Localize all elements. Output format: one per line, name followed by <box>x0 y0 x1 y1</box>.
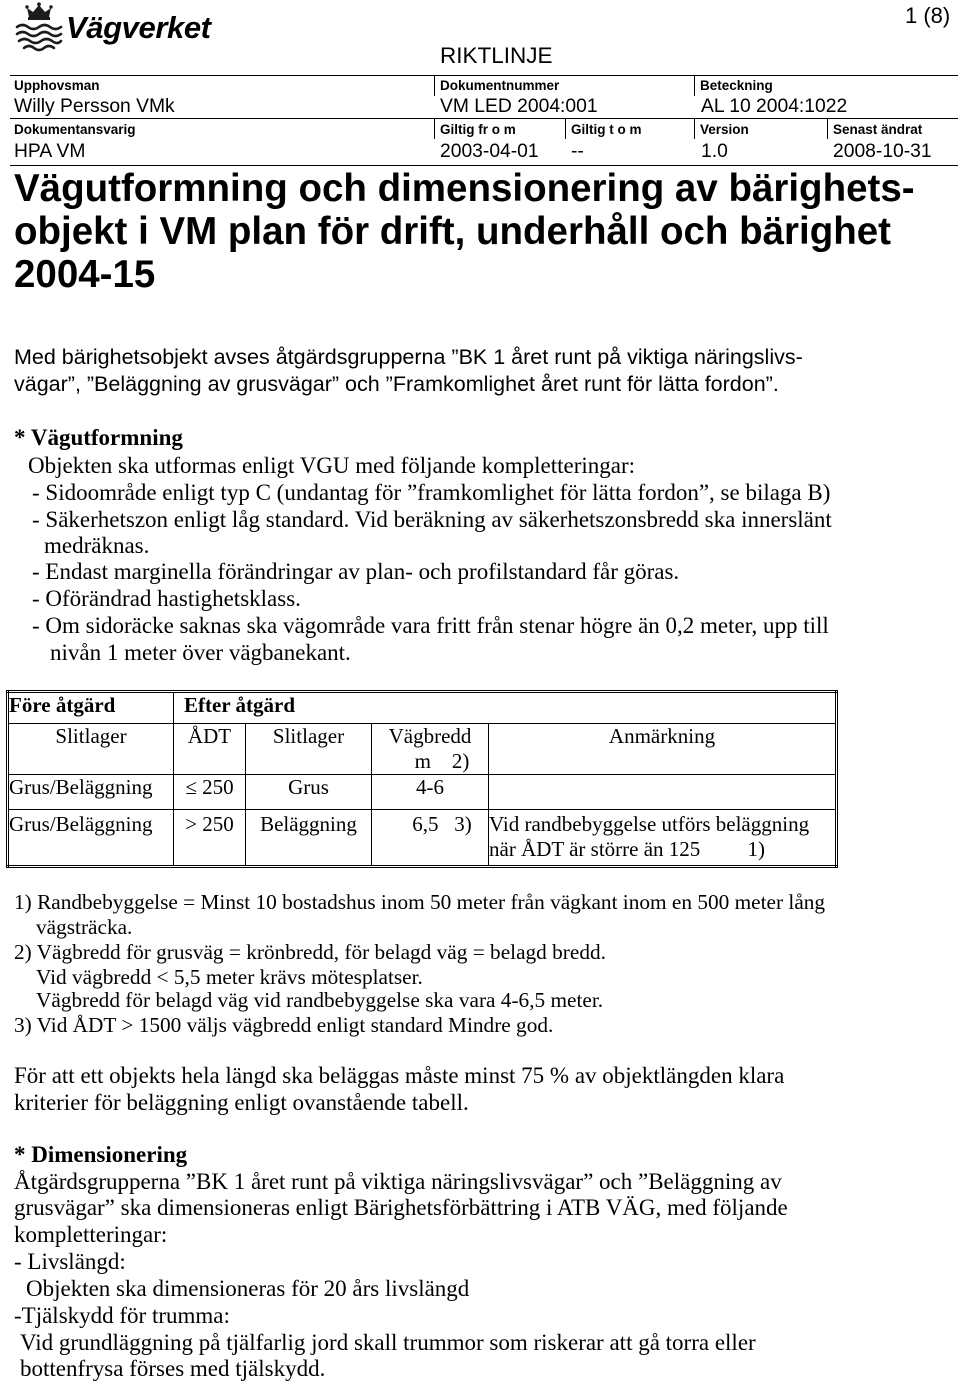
document-type: RIKTLINJE <box>440 43 553 68</box>
body-line: medräknas. <box>44 533 150 558</box>
footnote-line: 3) Vid ÅDT > 1500 väljs vägbredd enligt standard Mindre god. <box>14 1013 554 1037</box>
header-divider <box>694 75 695 96</box>
cell-anmarkning-line: Vid randbebyggelse utförs beläggning <box>489 812 810 836</box>
giltig-tom-label: Giltig t o m <box>571 122 642 137</box>
giltig-from-value: 2003-04-01 <box>440 141 539 162</box>
header-rule-middle <box>10 118 958 119</box>
body-line: nivån 1 meter över vägbanekant. <box>50 640 351 665</box>
intro-line: vägar”, ”Beläggning av grusvägar” och ”Framkomlighet året runt för lätta fordon”. <box>14 372 779 396</box>
body-line: - Livslängd: <box>14 1249 126 1274</box>
cell-anmarkning <box>489 810 837 867</box>
body-line: - Oförändrad hastighetsklass. <box>32 586 301 611</box>
footnote-line: 1) Randbebyggelse = Minst 10 bostadshus inom 50 meter från vägkant inom en 500 meter lång <box>14 890 826 914</box>
beteckning-label: Beteckning <box>700 78 773 93</box>
page-title-line: 2004-15 <box>14 253 156 296</box>
body-line: Åtgärdsgrupperna ”BK 1 året runt på viktiga näringslivsvägar” och ”Beläggning av <box>14 1169 782 1194</box>
dokumentnummer-value: VM LED 2004:001 <box>440 96 598 117</box>
upphovsman-label: Upphovsman <box>14 78 100 93</box>
body-line: Vid grundläggning på tjälfarlig jord skall trummor som riskerar att gå torra eller <box>20 1330 756 1355</box>
dokumentansvarig-value: HPA VM <box>14 141 86 162</box>
body-line: -Tjälskydd för trumma: <box>14 1303 230 1328</box>
cell-vagbredd-value: 6,5 3) <box>412 812 472 836</box>
giltig-from-label: Giltig fr o m <box>440 122 516 137</box>
body-line: kriterier för beläggning enligt ovanstående tabell. <box>14 1090 469 1115</box>
body-line: Objekten ska utformas enligt VGU med följande kompletteringar: <box>28 453 636 478</box>
body-line: - Om sidoräcke saknas ska vägområde vara fritt från stenar högre än 0,2 meter, upp till <box>32 613 829 638</box>
cell-vagbredd <box>372 810 489 867</box>
section-heading-vagutformning: * Vägutformning <box>14 425 183 450</box>
footnote-line: 2) Vägbredd för grusväg = krönbredd, för belagd väg = belagd bredd. <box>14 940 606 964</box>
footnote-line: Vid vägbredd < 5,5 meter krävs mötesplatser. <box>36 965 423 989</box>
senast-andrat-label: Senast ändrat <box>833 122 923 137</box>
footnote-line: vägsträcka. <box>36 915 133 939</box>
table-group-header-fore: Före åtgärd <box>8 692 174 724</box>
logo-wordmark: Vägverket <box>66 10 211 45</box>
column-header-vagbredd-label: Vägbredd <box>388 724 472 748</box>
dokumentansvarig-label: Dokumentansvarig <box>14 122 136 137</box>
cell-anmarkning-line: när ÅDT är större än 125 1) <box>489 837 766 861</box>
header-divider <box>565 118 566 139</box>
column-header-adt: ÅDT <box>174 724 246 775</box>
body-line: - Sidoområde enligt typ C (undantag för ”framkomlighet för lätta fordon”, se bilaga B) <box>32 480 831 505</box>
table-row <box>8 810 837 867</box>
page-number: 1 (8) <box>905 3 951 28</box>
table-group-header-row <box>8 692 837 724</box>
dokumentnummer-label: Dokumentnummer <box>440 78 560 93</box>
header-divider <box>434 75 435 96</box>
section-heading-dimensionering: * Dimensionering <box>14 1142 188 1167</box>
body-line: - Endast marginella förändringar av plan- och profilstandard får göras. <box>32 559 680 584</box>
column-header-vagbredd-unit: m 2) <box>414 749 470 773</box>
body-line: grusvägar” ska dimensioneras enligt Bärighetsförbättring i ATB VÄG, med följande <box>14 1195 788 1220</box>
cell-efter-slitlager: Beläggning <box>246 810 372 867</box>
road-width-table <box>6 690 838 868</box>
body-line: För att ett objekts hela längd ska beläggas måste minst 75 % av objektlängden klara <box>14 1063 785 1088</box>
logo <box>12 2 66 52</box>
cell-anmarkning <box>489 775 837 810</box>
version-label: Version <box>700 122 749 137</box>
body-line: kompletteringar: <box>14 1222 168 1247</box>
column-header-slitlager-efter: Slitlager <box>246 724 372 775</box>
column-header-vagbredd <box>372 724 489 775</box>
table-group-header-efter: Efter åtgärd <box>174 692 837 724</box>
intro-line: Med bärighetsobjekt avses åtgärdsgrupperna ”BK 1 året runt på viktiga näringslivs- <box>14 345 803 369</box>
page-title-line: Vägutformning och dimensionering av bärighets- <box>14 167 915 210</box>
body-line: Objekten ska dimensioneras för 20 års livslängd <box>26 1276 470 1301</box>
cell-adt: ≤ 250 <box>174 775 246 810</box>
cell-fore-slitlager: Grus/Beläggning <box>8 775 174 810</box>
table-row <box>8 775 837 810</box>
column-header-slitlager-fore: Slitlager <box>8 724 174 775</box>
header-divider <box>827 118 828 139</box>
page-title-line: objekt i VM plan för drift, underhåll och bärighet <box>14 210 891 253</box>
header-rule-bottom <box>10 165 958 166</box>
table-column-header-row <box>8 724 837 775</box>
header-divider <box>694 118 695 139</box>
cell-efter-slitlager: Grus <box>246 775 372 810</box>
header-rule-top <box>10 75 958 76</box>
cell-adt: > 250 <box>174 810 246 867</box>
crown-emblem-icon <box>12 2 66 52</box>
cell-vagbredd: 4-6 <box>372 775 489 810</box>
senast-andrat-value: 2008-10-31 <box>833 141 932 162</box>
beteckning-value: AL 10 2004:1022 <box>701 96 848 117</box>
version-value: 1.0 <box>701 141 728 162</box>
cell-fore-slitlager: Grus/Beläggning <box>8 810 174 867</box>
upphovsman-value: Willy Persson VMk <box>14 96 175 117</box>
column-header-anmarkning: Anmärkning <box>489 724 837 775</box>
body-line: bottenfrysa förses med tjälskydd. <box>20 1356 326 1381</box>
giltig-tom-value: -- <box>571 141 584 162</box>
header-divider <box>434 118 435 139</box>
body-line: - Säkerhetszon enligt låg standard. Vid beräkning av säkerhetszonsbredd ska innerslänt <box>32 507 832 532</box>
footnote-line: Vägbredd för belagd väg vid randbebyggelse ska vara 4-6,5 meter. <box>36 988 604 1012</box>
